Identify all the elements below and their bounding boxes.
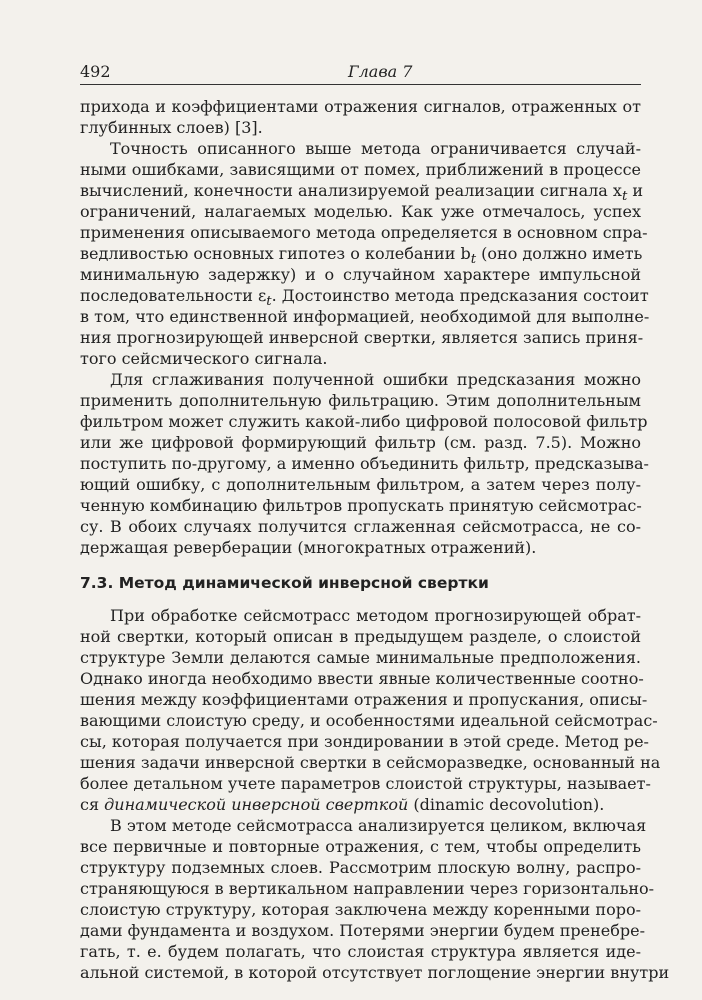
text-line: сы, которая получается при зондировании в этой среде. Метод ре- <box>80 732 649 751</box>
text-line: того сейсмического сигнала. <box>80 349 328 368</box>
text-line: ной свертки, который описан в предыдущем разделе, о слоистой <box>80 627 641 646</box>
text-line: шения задачи инверсной свертки в сейсморазведке, основанный на <box>80 753 661 772</box>
text-line: ния прогнозирующей инверсной свертки, является запись приня- <box>80 328 644 347</box>
section-heading: 7.3. Метод динамической инверсной свертки <box>80 574 489 592</box>
text-line: вычислений, конечности анализируемой реализации сигнала $x_t$ и <box>80 181 644 205</box>
text-line: ведливостью основных гипотез о колебании $b_t$ (оно должно иметь <box>80 244 643 268</box>
text-line: ся динамической инверсной сверткой (dinamic decovolution). <box>80 795 605 814</box>
text-line: ющий ошибку, с дополнительным фильтром, а затем через полу- <box>80 475 641 494</box>
page-number: 492 <box>80 62 111 81</box>
text-line: вающими слоистую среду, и особенностями идеальной сейсмотрас- <box>80 711 658 730</box>
text-line: слоистую структуру, которая заключена между коренными поро- <box>80 900 641 919</box>
text-line: В этом методе сейсмотрасса анализируется целиком, включая <box>110 816 647 835</box>
text-line: ограничений, налагаемых моделью. Как уже отмечалось, успех <box>80 202 641 221</box>
italic-term: динамической инверсной сверткой <box>104 795 409 814</box>
text-line: ными ошибками, зависящими от помех, приближений в процессе <box>80 160 641 179</box>
text-line: шения между коэффициентами отражения и пропускания, описы- <box>80 690 648 709</box>
text-line: более детальном учете параметров слоистой структуры, называет- <box>80 774 651 793</box>
text-line: фильтром может служить какой-либо цифровой полосовой фильтр <box>80 412 648 431</box>
text-line: поступить по-другому, а именно объединить фильтр, предсказыва- <box>80 454 649 473</box>
running-title: Глава 7 <box>348 62 413 81</box>
text-line: гать, т. е. будем полагать, что слоистая структура является иде- <box>80 942 641 961</box>
text-line: су. В обоих случаях получится сглаженная сейсмотрасса, не со- <box>80 517 641 536</box>
text-line: последовательности $\varepsilon_t$. Достоинство метода предсказания состоит <box>80 286 649 310</box>
text-line: Однако иногда необходимо ввести явные количественные соотно- <box>80 669 644 688</box>
text-line: Точность описанного выше метода ограничивается случай- <box>110 139 641 158</box>
text-line: ченную комбинацию фильтров пропускать принятую сейсмотрас- <box>80 496 642 515</box>
text-line: прихода и коэффициентами отражения сигналов, отраженных от <box>80 97 641 116</box>
text-line: держащая реверберации (многократных отражений). <box>80 538 537 557</box>
text-line: применения описываемого метода определяется в основном спра- <box>80 223 648 242</box>
text-line: При обработке сейсмотрасс методом прогнозирующей обрат- <box>110 606 641 625</box>
text-line: структуру подземных слоев. Рассмотрим плоскую волну, распро- <box>80 858 641 877</box>
text-line: страняющуюся в вертикальном направлении через горизонтально- <box>80 879 655 898</box>
text-line: альной системой, в которой отсутствует поглощение энергии внутри <box>80 963 670 982</box>
text-line: глубинных слоев) [3]. <box>80 118 263 137</box>
page-header <box>80 62 640 84</box>
text-line: дами фундамента и воздухом. Потерями энергии будем пренебре- <box>80 921 646 940</box>
header-rule <box>80 84 641 85</box>
text-line: в том, что единственной информацией, необходимой для выполне- <box>80 307 650 326</box>
text-line: структуре Земли делаются самые минимальные предположения. <box>80 648 641 667</box>
text-line: Для сглаживания полученной ошибки предсказания можно <box>110 370 641 389</box>
text-line: или же цифровой формирующий фильтр (см. разд. 7.5). Можно <box>80 433 641 452</box>
text-line: все первичные и повторные отражения, с тем, чтобы определить <box>80 837 641 856</box>
text-line: минимальную задержку) и о случайном характере импульсной <box>80 265 641 284</box>
text-line: применить дополнительную фильтрацию. Этим дополнительным <box>80 391 641 410</box>
